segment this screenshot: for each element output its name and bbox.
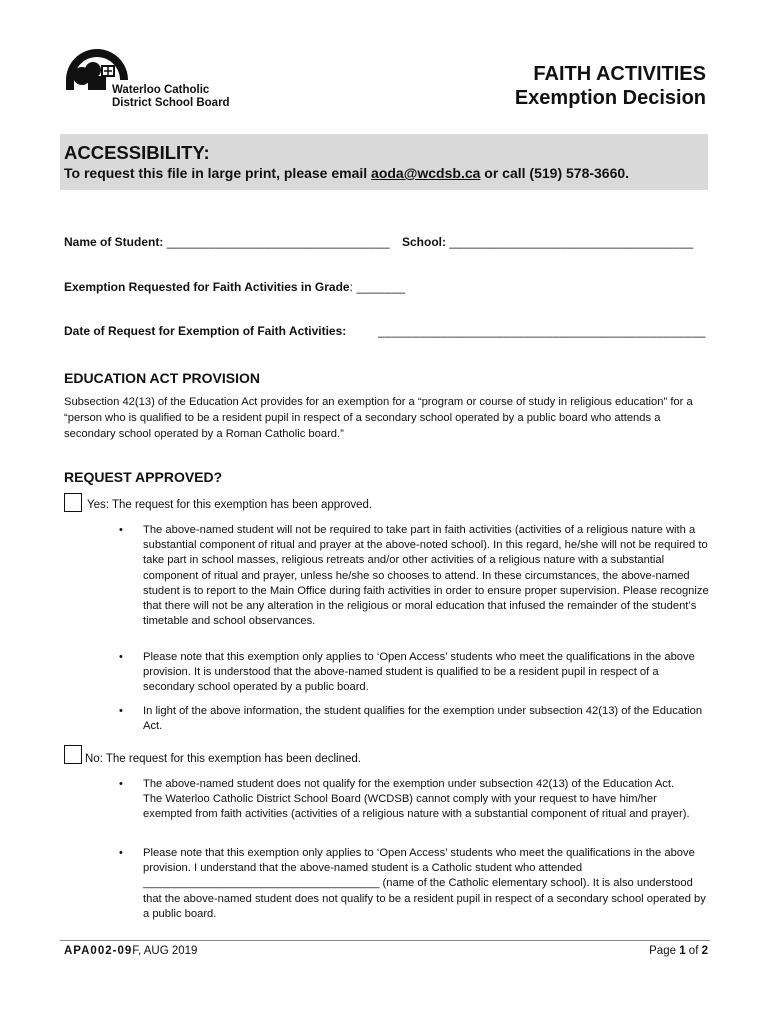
page-number: 1 (679, 945, 686, 957)
accessibility-text-before: To request this file in large print, please email (64, 165, 372, 181)
document-title-line2: Exemption Decision (514, 87, 706, 109)
accessibility-text (64, 165, 629, 181)
no-bullet-2: Please note that this exemption only applies to ‘Open Access’ students who meet the qualifications in the above provision. I understand that the above-named student is a Catholic student who attended ______________________________________ (name of the Catholic elementary school). It is also understood that the above-named student does not qualify to be a resident pupil in respect of a secondary school operated by a public board. (143, 847, 706, 920)
grade-field[interactable] (64, 280, 405, 294)
school-blank[interactable]: ___________________________________ (449, 235, 694, 249)
page-of: of (685, 945, 702, 957)
school-field[interactable] (402, 235, 693, 249)
form-code-number: APA002-09 (64, 945, 133, 957)
page-total: 2 (701, 945, 708, 957)
yes-checkbox[interactable] (64, 493, 82, 512)
no-label: No: The request for this exemption has been declined. (85, 753, 361, 765)
footer-divider (60, 940, 710, 941)
bullet-dot: • (119, 524, 123, 536)
request-date-blank[interactable] (378, 324, 706, 338)
student-name-blank[interactable]: ________________________________ (166, 235, 390, 249)
education-act-body: Subsection 42(13) of the Education Act provides for an exemption for a “program or course of study in religious education” for a “person who is qualified to be a resident pupil in respect of a secondary school operated by a public board who attends a secondary school operated by a Roman Catholic board.” (64, 396, 693, 440)
yes-bullet-1: The above-named student will not be required to take part in faith activities (activities of a religious nature with a substantial component of ritual and prayer at the above-noted school). In this regard, he/she will not be required to take part in school masses, religious retreats and/or other activities of a religious nature with a substantial component of ritual and prayer, unless he/she so chooses to attend. In these circumstances, the above-named student is to report to the Main Office during faith activities in order to ensure proper supervision. Please recognize that there will not be any alteration in the religious or moral education that infused the remainder of the student’s timetable and school observances. (143, 524, 709, 628)
bullet-dot: • (119, 847, 123, 859)
student-name-label: Name of Student: (64, 235, 164, 249)
accessibility-text-after: or call (519) 578-3660. (480, 165, 630, 181)
accessibility-heading: ACCESSIBILITY: (64, 142, 210, 163)
org-name (112, 84, 230, 110)
form-code (64, 945, 197, 957)
bullet-dot: • (119, 651, 123, 663)
request-date-blank-line[interactable]: _______________________________________________ (378, 324, 706, 338)
yes-label: Yes: The request for this exemption has been approved. (87, 499, 373, 511)
accessibility-email-link[interactable]: aoda@wcdsb.ca (371, 165, 481, 181)
no-bullet-1: The above-named student does not qualify for the exemption under subsection 42(13) of the Education Act. The Waterloo Catholic District School Board (WCDSB) cannot comply with your request to have him/her exempted from faith activities (activities of a religious nature with a substantial component of ritual and prayer). (143, 778, 690, 821)
request-approved-heading: REQUEST APPROVED? (64, 469, 223, 485)
bullet-dot: • (119, 705, 123, 717)
request-date-label: Date of Request for Exemption of Faith Activities: (64, 324, 347, 338)
student-name-field[interactable] (64, 235, 390, 249)
no-checkbox[interactable] (64, 745, 82, 764)
form-code-date: F, AUG 2019 (132, 945, 198, 957)
grade-label: Exemption Requested for Faith Activities in Grade (64, 280, 350, 294)
school-label: School: (402, 235, 446, 249)
education-act-heading: EDUCATION ACT PROVISION (64, 370, 261, 386)
page-prefix: Page (649, 945, 680, 957)
yes-bullet-2: Please note that this exemption only applies to ‘Open Access’ students who meet the qualifications in the above provision. It is understood that the above-named student is qualified to be a resident pupil in respect of a secondary school operated by a public board. (143, 651, 695, 694)
document-title-line1: FAITH ACTIVITIES (533, 63, 706, 85)
org-name-line2: District School Board (112, 97, 230, 109)
bullet-dot: • (119, 778, 123, 790)
document-title (515, 62, 706, 110)
yes-bullet-3: In light of the above information, the student qualifies for the exemption under subsection 42(13) of the Education Act. (143, 705, 703, 733)
grade-colon: : (349, 280, 354, 294)
org-name-line1: Waterloo Catholic (112, 84, 210, 96)
grade-blank[interactable]: _______ (356, 280, 406, 294)
page-indicator (649, 945, 708, 957)
